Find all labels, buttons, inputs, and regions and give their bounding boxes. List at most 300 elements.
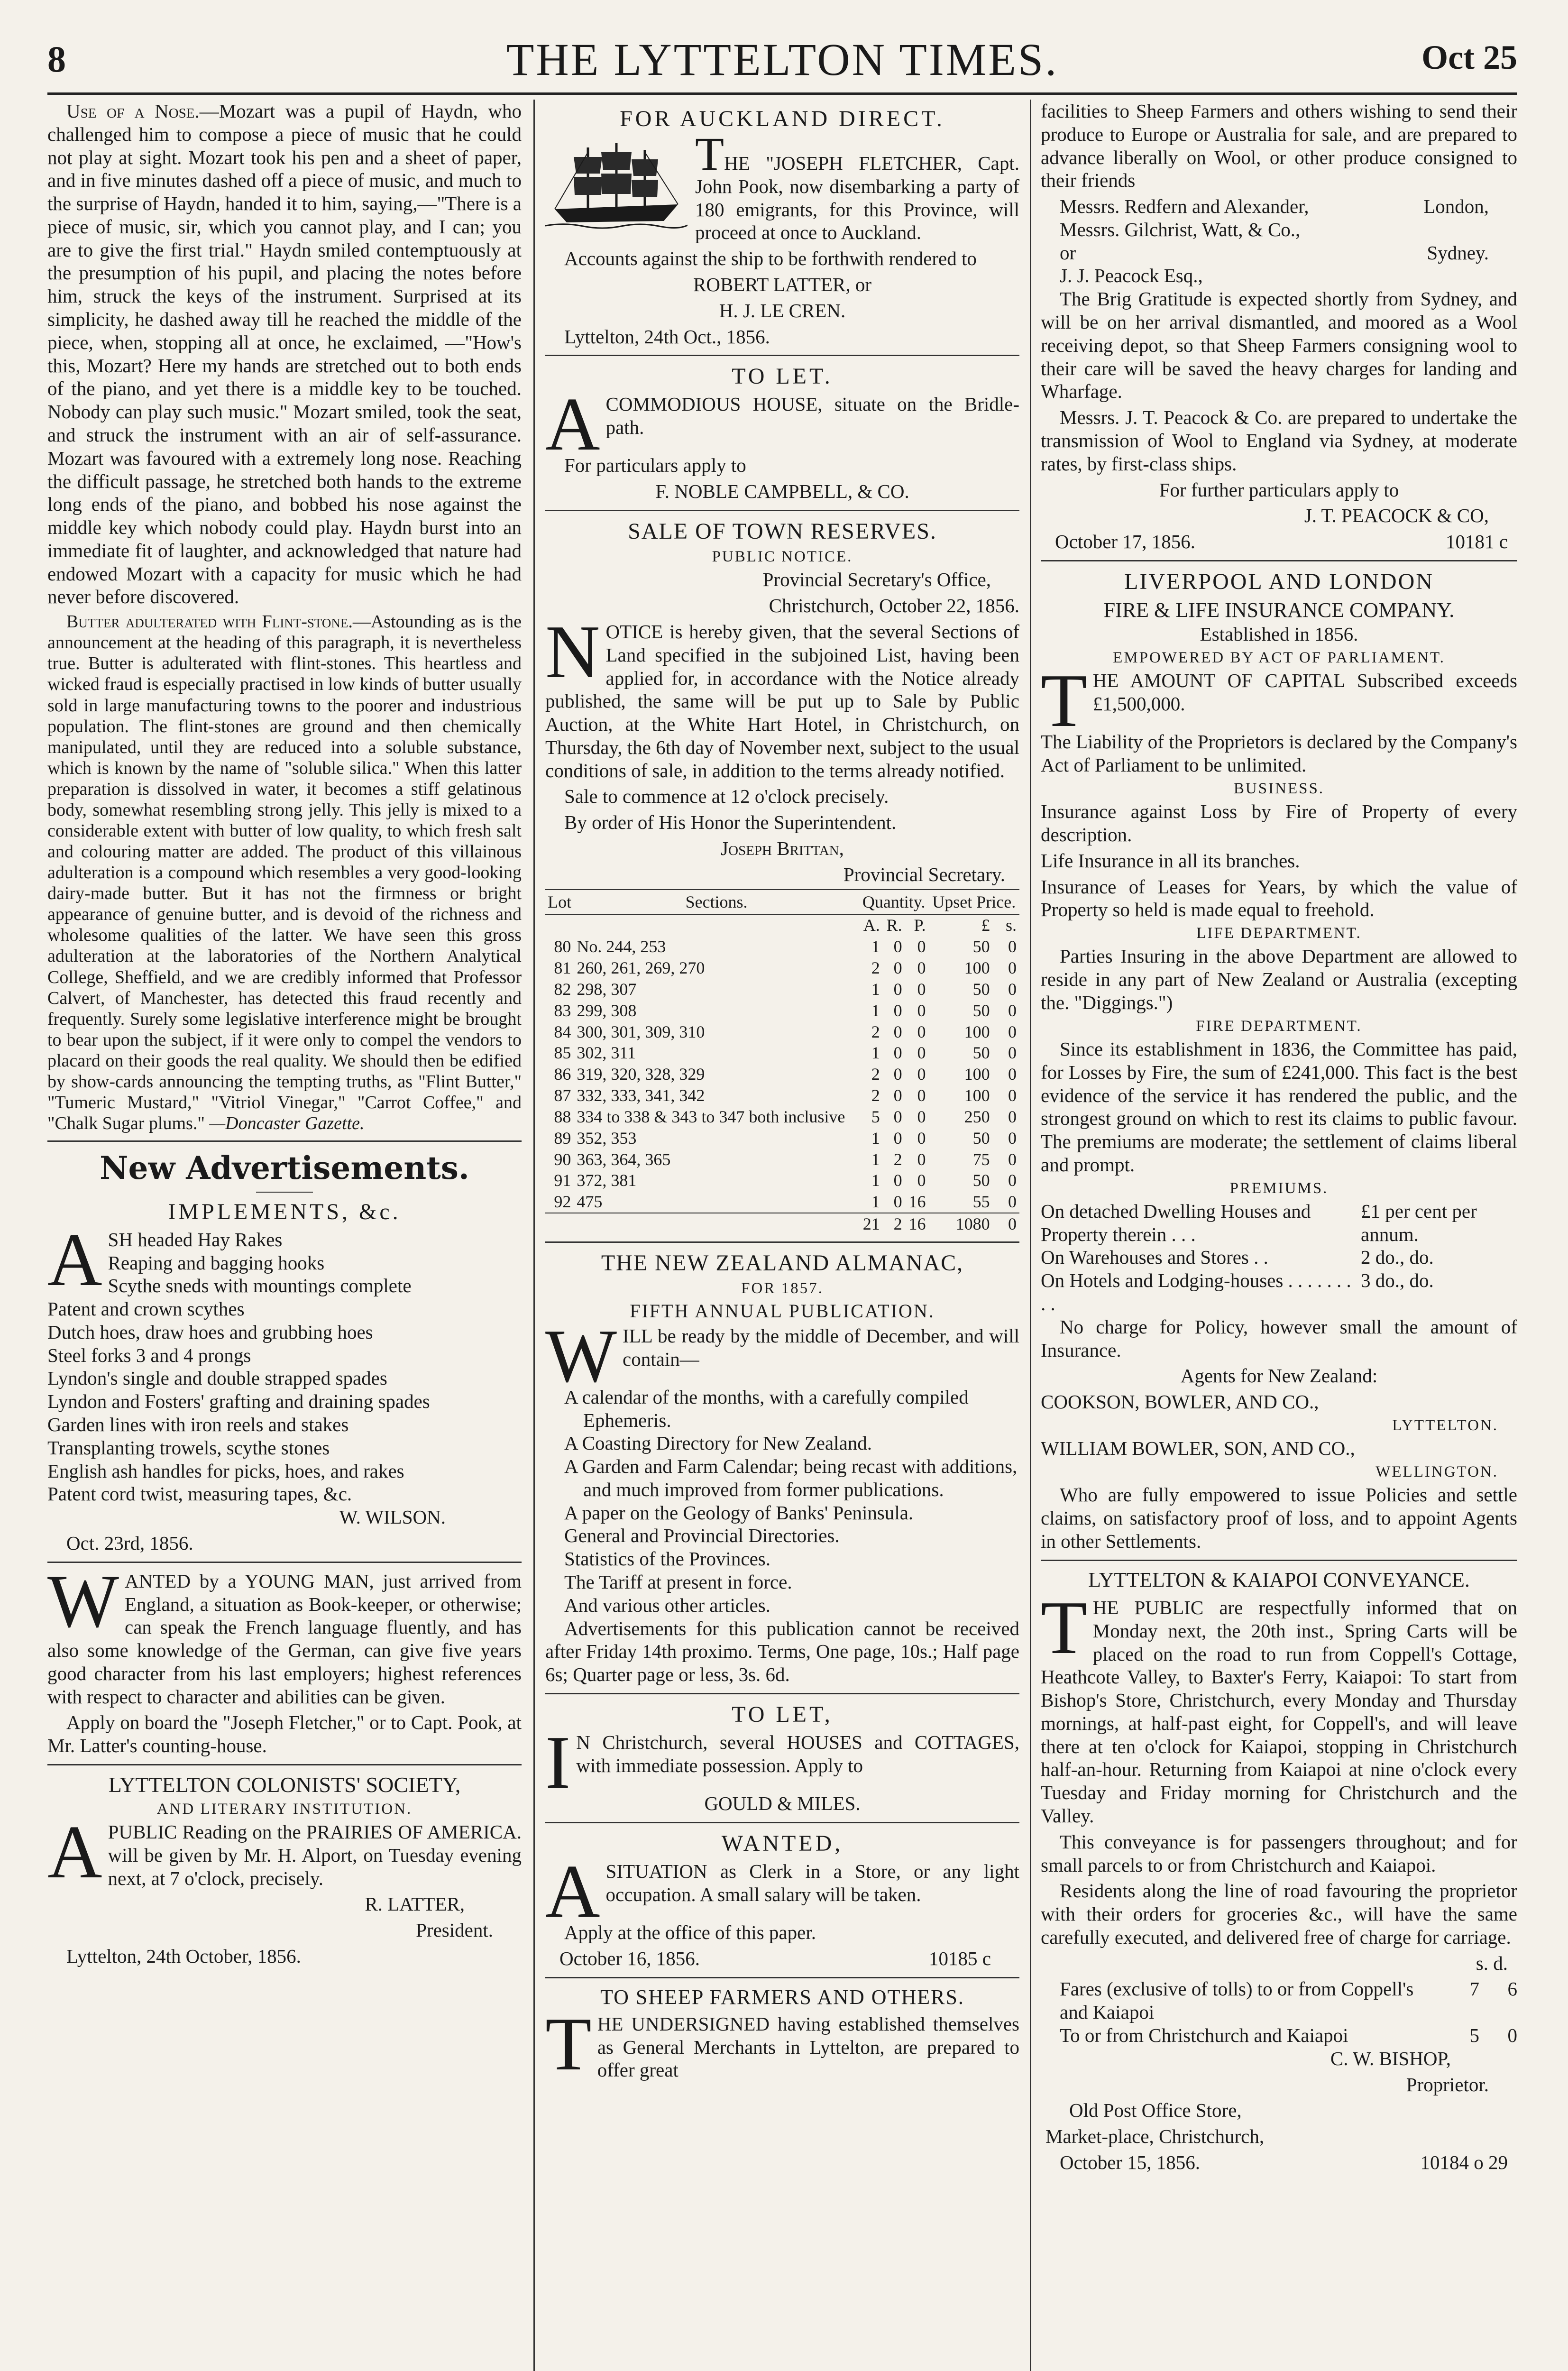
table-cell: 81 bbox=[554, 958, 571, 978]
table-cell: 2 bbox=[871, 958, 880, 978]
drop-cap: T bbox=[1041, 658, 1087, 743]
article-title: Use of a Nose. bbox=[66, 100, 200, 122]
table-cell: 0 bbox=[893, 1107, 902, 1126]
list-item: Garden lines with iron reels and stakes bbox=[47, 1414, 349, 1436]
fare-pence: 0 bbox=[1507, 2024, 1517, 2047]
ad-text: No charge for Policy, however small the amount of Insurance. bbox=[1041, 1315, 1517, 1361]
table-cell: 1 bbox=[871, 1128, 880, 1148]
list-item: Scythe sneds with mountings complete bbox=[108, 1275, 412, 1297]
fare-label: Fares (exclusive of tolls) to or from Coppell's and Kaiapoi bbox=[1060, 1978, 1414, 2023]
table-cell: No. 244, 253 bbox=[577, 937, 666, 956]
column-header: Quantity. bbox=[859, 890, 929, 915]
ad-body: ILL be ready by the middle of December, and will contain— bbox=[623, 1324, 1019, 1370]
table-cell: 332, 333, 341, 342 bbox=[577, 1086, 705, 1105]
list-item: SH headed Hay Rakes bbox=[108, 1228, 283, 1250]
ad-body: HE "JOSEPH FLETCHER, Capt. John Pook, now disembarking a party of 180 emigrants, for this Province, will proceed at once to Auckland. bbox=[695, 152, 1019, 244]
ad-text: Insurance against Loss by Fire of Property of every description. bbox=[1041, 800, 1517, 845]
section-heading: New Advertisements. bbox=[100, 1149, 469, 1187]
table-row bbox=[545, 1149, 1019, 1170]
list-item bbox=[1041, 1246, 1517, 1269]
ad-signature: C. W. BISHOP, bbox=[1330, 2047, 1451, 2069]
table-cell: 334 to 338 & 343 to 347 both inclusive bbox=[577, 1107, 845, 1126]
wanted-young-man-ad bbox=[47, 1558, 522, 1757]
table-cell: 298, 307 bbox=[577, 979, 637, 999]
table-row bbox=[545, 1021, 1019, 1043]
drop-cap: I bbox=[545, 1720, 571, 1805]
ad-role: President. bbox=[416, 1919, 493, 1941]
insurance-ad bbox=[1041, 568, 1517, 1553]
ad-date: Oct. 23rd, 1856. bbox=[66, 1532, 193, 1554]
list-item: Lyndon and Fosters' grafting and draining spades bbox=[47, 1390, 430, 1413]
column-rule bbox=[1030, 100, 1031, 2371]
table-cell: 0 bbox=[917, 1128, 926, 1148]
ad-date: Lyttelton, 24th Oct., 1856. bbox=[564, 325, 770, 348]
table-cell: 299, 308 bbox=[577, 1001, 637, 1020]
column-rule bbox=[533, 100, 535, 2371]
ad-heading: THE NEW ZEALAND ALMANAC, bbox=[601, 1250, 964, 1276]
lots-table-body bbox=[545, 936, 1019, 1213]
list-item: Reaping and bagging hooks bbox=[108, 1251, 325, 1274]
table-cell: 86 bbox=[554, 1065, 571, 1084]
divider bbox=[545, 1977, 1019, 1978]
list-item bbox=[1041, 1977, 1517, 2024]
table-cell: 0 bbox=[1008, 1065, 1017, 1084]
total-cell: 1080 bbox=[955, 1214, 990, 1233]
premium-type: On detached Dwelling Houses and Property therein . . . bbox=[1041, 1200, 1311, 1245]
table-cell: 0 bbox=[1008, 958, 1017, 978]
ad-heading: LYTTELTON & KAIAPOI CONVEYANCE. bbox=[1088, 1568, 1470, 1591]
table-cell: 80 bbox=[554, 937, 571, 956]
table-cell: 0 bbox=[893, 1086, 902, 1105]
table-row bbox=[545, 936, 1019, 957]
divider bbox=[545, 510, 1019, 511]
drop-cap: T bbox=[695, 128, 724, 181]
divider bbox=[1041, 1560, 1517, 1561]
table-cell: 0 bbox=[917, 1171, 926, 1190]
table-cell: 0 bbox=[893, 937, 902, 956]
ad-heading: LYTTELTON COLONISTS' SOCIETY, bbox=[108, 1772, 461, 1797]
ad-date: October 15, 1856. bbox=[1060, 2151, 1201, 2173]
ad-body: ANTED by a YOUNG MAN, just arrived from England, a situation as Book-keeper, or otherwise; can speak the French language fluently, and has also some knowledge of the German, can give five years good character from his last employers; highest references with respect to character and abilities can be given. bbox=[47, 1570, 522, 1708]
ad-subheading: FIRE DEPARTMENT. bbox=[1196, 1017, 1362, 1035]
list-item bbox=[1060, 218, 1517, 241]
drop-cap: A bbox=[545, 382, 600, 467]
table-cell: 0 bbox=[917, 1022, 926, 1041]
table-cell: 1 bbox=[871, 1001, 880, 1020]
ad-office: Provincial Secretary's Office, bbox=[762, 569, 991, 591]
table-cell: 83 bbox=[554, 1001, 571, 1020]
auckland-ad bbox=[545, 105, 1019, 348]
article-source: —Doncaster Gazette. bbox=[209, 1113, 365, 1134]
table-cell: 2 bbox=[871, 1022, 880, 1041]
ad-date: Lyttelton, 24th October, 1856. bbox=[66, 1945, 301, 1967]
mozart-article bbox=[47, 100, 522, 608]
table-cell: 100 bbox=[964, 1065, 990, 1084]
ad-text: Residents along the line of road favouring the proprietor with their orders for groceries &c., will have the same carefully executed, and delivered free of charge for carriage. bbox=[1041, 1880, 1517, 1948]
table-cell: 50 bbox=[972, 1043, 990, 1063]
drop-cap: T bbox=[1041, 1585, 1087, 1670]
ad-body: HE AMOUNT OF CAPITAL Subscribed exceeds £1,500,000. bbox=[1092, 670, 1517, 715]
table-cell: 1 bbox=[871, 1192, 880, 1212]
list-item bbox=[1041, 2024, 1517, 2047]
premium-rate: 3 do., do. bbox=[1361, 1269, 1434, 1292]
list-item: A Coasting Directory for New Zealand. bbox=[564, 1432, 872, 1454]
drop-cap: A bbox=[545, 1848, 600, 1933]
town-reserves-ad bbox=[545, 518, 1019, 1235]
ad-body: HE PUBLIC are respectfully informed that on Monday next, the 20th inst., Spring Carts will be placed on the road to run from Coppell's Cottage, Heathcote Valley, to Baxter's Ferry, Kaiapoi: To start from Bishop's Store, Christchurch, every Monday and Thursday mornings, at half-past eight, for Coppell's, and will leave there at ten o'clock for Kaiapoi, stopping in Christchurch half-an-hour. Returning from Kaiapoi at nine o'clock every Tuesday and Friday morning for Christchurch and the Valley. bbox=[1041, 1596, 1517, 1827]
unit-label: P. bbox=[914, 916, 926, 935]
divider bbox=[256, 1192, 313, 1193]
table-cell: 75 bbox=[972, 1149, 990, 1169]
ad-heading: FOR AUCKLAND DIRECT. bbox=[620, 106, 945, 131]
list-item: A paper on the Geology of Banks' Peninsula. bbox=[564, 1501, 914, 1524]
table-cell: 0 bbox=[1008, 1086, 1017, 1105]
table-cell: 0 bbox=[917, 937, 926, 956]
ad-text: Messrs. J. T. Peacock & Co. are prepared to undertake the transmission of Wool to England via Sydney, at moderate rates, by first-class ships. bbox=[1041, 406, 1517, 475]
fares-list bbox=[1041, 1977, 1517, 2047]
table-cell: 5 bbox=[871, 1107, 880, 1126]
article-title: Butter adulterated with Flint-stone. bbox=[66, 612, 353, 632]
ad-agent: ROBERT LATTER, or bbox=[693, 274, 872, 296]
column-header: Sections. bbox=[574, 890, 859, 915]
list-item bbox=[1060, 195, 1517, 218]
ad-location: Market-place, Christchurch, bbox=[1045, 2125, 1265, 2148]
table-cell: 319, 320, 328, 329 bbox=[577, 1065, 705, 1084]
drop-cap: W bbox=[545, 1313, 617, 1398]
table-cell: 0 bbox=[1008, 1022, 1017, 1041]
list-item bbox=[1041, 1200, 1517, 1246]
list-item: A calendar of the months, with a carefully compiled Ephemeris. bbox=[564, 1386, 969, 1431]
table-cell: 100 bbox=[964, 1086, 990, 1105]
lots-table bbox=[545, 889, 1019, 1235]
ad-text: Life Insurance in all its branches. bbox=[1041, 849, 1300, 872]
table-cell: 2 bbox=[871, 1065, 880, 1084]
ad-heading: SALE OF TOWN RESERVES. bbox=[628, 519, 937, 544]
column-header: Upset Price. bbox=[929, 890, 1019, 915]
ad-agent-location: WELLINGTON. bbox=[1375, 1463, 1498, 1480]
reference-location: Sydney. bbox=[1427, 241, 1489, 264]
table-row bbox=[545, 979, 1019, 1000]
ad-subheading: PREMIUMS. bbox=[1229, 1179, 1329, 1197]
ad-agent: COOKSON, BOWLER, AND CO., bbox=[1041, 1391, 1319, 1413]
table-cell: 92 bbox=[554, 1192, 571, 1212]
ad-body: N Christchurch, several HOUSES and COTTAGES, with immediate possession. Apply to bbox=[576, 1731, 1019, 1776]
fare-shillings: 5 bbox=[1469, 2024, 1479, 2047]
ad-heading: TO SHEEP FARMERS AND OTHERS. bbox=[600, 1985, 964, 2009]
ad-text: Insurance of Leases for Years, by which the value of Property so held is made equal to freehold. bbox=[1041, 875, 1517, 921]
drop-cap: A bbox=[47, 1217, 102, 1302]
table-cell: 0 bbox=[1008, 1001, 1017, 1020]
ad-text: Established in 1856. bbox=[1200, 623, 1358, 645]
ad-heading: LIVERPOOL AND LONDON bbox=[1124, 569, 1434, 594]
table-cell: 363, 364, 365 bbox=[577, 1149, 671, 1169]
list-item: Statistics of the Provinces. bbox=[564, 1548, 771, 1570]
unit-label: R. bbox=[886, 916, 902, 935]
table-cell: 0 bbox=[1008, 979, 1017, 999]
list-item: And various other articles. bbox=[564, 1594, 770, 1616]
table-cell: 1 bbox=[871, 1171, 880, 1190]
table-cell: 1 bbox=[871, 1149, 880, 1169]
ad-text: By order of His Honor the Superintendent. bbox=[564, 811, 897, 834]
table-row bbox=[545, 1042, 1019, 1064]
ad-subheading: AND LITERARY INSTITUTION. bbox=[156, 1800, 413, 1818]
list-item: Lyndon's single and double strapped spades bbox=[47, 1367, 387, 1389]
ad-date: Christchurch, October 22, 1856. bbox=[769, 595, 1019, 617]
ad-heading: FIRE & LIFE INSURANCE COMPANY. bbox=[1103, 598, 1455, 622]
reference-name: or bbox=[1060, 241, 1076, 264]
table-row bbox=[545, 957, 1019, 979]
table-cell: 0 bbox=[893, 1128, 902, 1148]
ad-ref: 10181 c bbox=[1446, 531, 1508, 553]
sheep-farmers-continued bbox=[1041, 100, 1517, 553]
table-cell: 1 bbox=[871, 1043, 880, 1063]
list-item: General and Provincial Directories. bbox=[564, 1525, 840, 1547]
table-cell: 302, 311 bbox=[577, 1043, 636, 1063]
almanac-ad bbox=[545, 1250, 1019, 1686]
ad-text: Who are fully empowered to issue Policies and settle claims, on satisfactory proof of loss, and to appoint Agents in other Settlements. bbox=[1041, 1484, 1517, 1552]
issue-date: Oct 25 bbox=[1421, 38, 1517, 76]
table-cell: 1 bbox=[871, 979, 880, 999]
ad-body: OTICE is hereby given, that the several Sections of Land specified in the subjoined List, having been applied for, in accordance with the Notice already published, the same will be put up to Sale by Public Auction, at the White Hart Hotel, in Christchurch, on Thursday, the 6th day of November next, subject to the usual conditions of sale, in addition to the terms already notified. bbox=[545, 620, 1019, 781]
ad-apply: For particulars apply to bbox=[564, 454, 746, 477]
table-cell: 87 bbox=[554, 1086, 571, 1105]
table-cell: 250 bbox=[964, 1107, 990, 1126]
table-cell: 89 bbox=[554, 1128, 571, 1148]
premium-rate: 2 do., do. bbox=[1361, 1246, 1434, 1268]
table-row bbox=[545, 1064, 1019, 1085]
ad-text: Sale to commence at 12 o'clock precisely. bbox=[564, 785, 889, 808]
unit-label: £ bbox=[981, 916, 990, 935]
ad-body: facilities to Sheep Farmers and others wishing to send their produce to Europe or Australia for sale, and are prepared to advance liberally on Wool, or other produce consigned to their friends bbox=[1041, 100, 1517, 192]
column-header: Lot bbox=[545, 890, 574, 915]
ad-text: Agents for New Zealand: bbox=[1180, 1365, 1378, 1387]
table-cell: 0 bbox=[1008, 1043, 1017, 1063]
ad-ref: 10184 o 29 bbox=[1420, 2151, 1508, 2173]
table-cell: 0 bbox=[917, 1001, 926, 1020]
reference-name: Messrs. Redfern and Alexander, bbox=[1060, 195, 1309, 218]
list-item: Transplanting trowels, scythe stones bbox=[47, 1436, 330, 1459]
table-row bbox=[545, 1106, 1019, 1128]
ad-agent-location: LYTTELTON. bbox=[1392, 1416, 1498, 1434]
table-cell: 475 bbox=[577, 1192, 603, 1212]
divider bbox=[545, 1822, 1019, 1823]
ad-agent: F. NOBLE CAMPBELL, & CO. bbox=[655, 480, 909, 503]
masthead bbox=[47, 33, 1517, 90]
ad-subheading: EMPOWERED BY ACT OF PARLIAMENT. bbox=[1113, 649, 1445, 667]
list-item: A Garden and Farm Calendar; being recast with additions, and much improved from former publications. bbox=[564, 1455, 1018, 1500]
ad-subheading: FIFTH ANNUAL PUBLICATION. bbox=[630, 1300, 935, 1322]
table-cell: 0 bbox=[917, 1107, 926, 1126]
ad-apply: Apply at the office of this paper. bbox=[564, 1921, 816, 1943]
table-cell: 0 bbox=[917, 979, 926, 999]
ad-body: SITUATION as Clerk in a Store, or any light occupation. A small salary will be taken. bbox=[605, 1860, 1019, 1905]
table-cell: 16 bbox=[908, 1192, 926, 1212]
premiums-list bbox=[1041, 1200, 1517, 1315]
fare-shillings: 7 bbox=[1469, 1978, 1479, 2000]
list-item: Patent and crown scythes bbox=[47, 1298, 245, 1320]
reference-name: J. J. Peacock Esq., bbox=[1060, 265, 1203, 287]
total-cell: 16 bbox=[908, 1214, 926, 1233]
references-list bbox=[1041, 195, 1517, 287]
reference-location: London, bbox=[1423, 195, 1489, 218]
table-cell: 0 bbox=[1008, 1171, 1017, 1190]
list-item bbox=[1060, 264, 1517, 287]
list-item: Dutch hoes, draw hoes and grubbing hoes bbox=[47, 1321, 373, 1343]
ad-signature: W. WILSON. bbox=[339, 1506, 446, 1528]
table-cell: 50 bbox=[972, 979, 990, 999]
table-cell: 0 bbox=[917, 1065, 926, 1084]
column-3 bbox=[1041, 100, 1517, 2371]
table-row bbox=[545, 1000, 1019, 1021]
ad-heading: IMPLEMENTS, &c. bbox=[168, 1199, 401, 1224]
list-item bbox=[1041, 1269, 1517, 1315]
table-cell: 0 bbox=[893, 979, 902, 999]
table-row bbox=[545, 1085, 1019, 1106]
table-cell: 0 bbox=[1008, 1128, 1017, 1148]
ad-agent: GOULD & MILES. bbox=[704, 1792, 861, 1815]
table-cell: 1 bbox=[871, 937, 880, 956]
ad-role: Proprietor. bbox=[1406, 2073, 1489, 2095]
ad-heading: TO LET. bbox=[732, 364, 833, 389]
butter-article bbox=[47, 611, 522, 1134]
table-cell: 0 bbox=[893, 958, 902, 978]
total-cell: 2 bbox=[893, 1214, 902, 1233]
unit-label: s. bbox=[1005, 916, 1017, 935]
almanac-list bbox=[545, 1386, 1019, 1617]
ad-office: Old Post Office Store, bbox=[1069, 2099, 1242, 2122]
to-let-houses-ad bbox=[545, 1701, 1019, 1815]
ship-icon bbox=[545, 138, 688, 233]
ad-text: Parties Insuring in the above Department are allowed to reside in any part of New Zealand or Australia (excepting the. "Diggings.") bbox=[1041, 945, 1517, 1013]
table-cell: 0 bbox=[1008, 1149, 1017, 1169]
table-cell: 82 bbox=[554, 979, 571, 999]
ad-subheading: PUBLIC NOTICE. bbox=[712, 548, 853, 566]
premium-type: On Hotels and Lodging-houses . . . . . . . . . bbox=[1041, 1269, 1351, 1315]
divider bbox=[545, 355, 1019, 356]
divider bbox=[545, 1693, 1019, 1694]
table-row bbox=[545, 1128, 1019, 1149]
table-cell: 2 bbox=[893, 1149, 902, 1169]
article-body: —Mozart was a pupil of Haydn, who challenged him to compose a piece of music that he could not play at sight. Mozart took his pen and a sheet of paper, and in five minutes dashed off a piece of music, and much to the surprise of Haydn, handed it to him, saying,—"There is a piece of music, sir, which you cannot play, and I can; you are to give the first trial." Haydn smiled contemptuously at the presumption of his pupil, and placing the notes before him, struck the keys of the instrument. Surprised at its simplicity, he dashed away till he reached the middle of the piece, when, stopping all at once, he exclaimed, —"How's this, Mozart? Here my hands are stretched out to both ends of the piano, and yet there is a middle key to be touched. Nobody can play such music." Mozart smiled, took the seat, and struck the instrument with an air of self-assurance. Mozart was favoured with a extremely long nose. Reaching the difficult passage, he stretched both hands to the extreme long ends of the piano, and bobbed his nose against the middle key which nobody could play. Haydn burst into an immediate fit of laughter, and acknowledged that nature had endowed Mozart with a capacity for music which he had never before discovered. bbox=[47, 100, 522, 608]
list-item: Patent cord twist, measuring tapes, &c. bbox=[47, 1483, 352, 1505]
ad-terms: Advertisements for this publication cannot be received after Friday 14th proximo. Terms, One page, 10s.; Half page 6s; Quarter page or less, 3s. 6d. bbox=[545, 1617, 1019, 1686]
table-cell: 55 bbox=[972, 1192, 990, 1212]
table-cell: 0 bbox=[917, 958, 926, 978]
table-cell: 260, 261, 269, 270 bbox=[577, 958, 705, 978]
column-1 bbox=[47, 100, 522, 2371]
list-item: Steel forks 3 and 4 prongs bbox=[47, 1344, 251, 1366]
table-cell: 88 bbox=[554, 1107, 571, 1126]
to-let-ad bbox=[545, 363, 1019, 503]
table-cell: 50 bbox=[972, 1001, 990, 1020]
ad-role: Provincial Secretary. bbox=[843, 863, 1005, 885]
table-row bbox=[545, 1191, 1019, 1213]
ad-apply: Apply on board the "Joseph Fletcher," or to Capt. Pook, at Mr. Latter's counting-house. bbox=[47, 1711, 522, 1757]
table-cell: 0 bbox=[893, 1171, 902, 1190]
table-cell: 300, 301, 309, 310 bbox=[577, 1022, 705, 1041]
total-cell: 21 bbox=[862, 1214, 880, 1233]
drop-cap: T bbox=[545, 2001, 592, 2086]
drop-cap: A bbox=[47, 1809, 102, 1894]
table-cell: 0 bbox=[1008, 937, 1017, 956]
table-cell: 0 bbox=[893, 1043, 902, 1063]
ad-body: PUBLIC Reading on the PRAIRIES OF AMERICA. will be given by Mr. H. Alport, on Tuesday evening next, at 7 o'clock, precisely. bbox=[108, 1820, 522, 1889]
table-cell: 50 bbox=[972, 1171, 990, 1190]
total-cell: 0 bbox=[1008, 1214, 1017, 1233]
implements-list bbox=[47, 1217, 522, 1506]
ad-heading: TO LET, bbox=[732, 1701, 833, 1727]
ad-ref: 10185 c bbox=[929, 1947, 991, 1969]
fare-label: To or from Christchurch and Kaiapoi bbox=[1060, 2024, 1348, 2047]
table-cell: 0 bbox=[893, 1001, 902, 1020]
article-body: —Astounding as is the announcement at the heading of this paragraph, it is nevertheless true. Butter is adulterated with flint-stones. This heartless and wicked fraud is especially practised in low kinds of butter usually sold in large manufacturing towns to the poorer and industrious population. The flint-stones are ground and then chemically manipulated, until they are reduced into a soluble substance, which is known by the name of "soluble silica." When this latter preparation is dissolved in water, it becomes a stiff gelatinous body, somewhat resembling strong jelly. This jelly is mixed to a considerable extent with butter of low quality, to which fresh salt and colouring matter are added. The product of this villainous adulteration is a compound which resembles a very good-looking dairy-made butter. But it has not the firmness or bright appearance of genuine butter, and is devoid of the richness and wholesome qualities of the latter. We have seen this gross adulteration at the laboratories of the Northern Analytical College, Sheffield, and we are credibly informed that Professor Calvert, of Manchester, has detected this fraud recently and frequently. Surely some legislative interference might be brought to bear upon the subject, if it were only to compel the vendors to placard on their goods the real quality. We should then be edified by show-cards announcing the tempting truths, as "Flint Butter," "Tumeric Mustard," "Vitriol Vinegar," "Carrot Coffee," and "Chalk Sugar plums." bbox=[47, 612, 522, 1134]
ad-subheading: BUSINESS. bbox=[1233, 780, 1325, 797]
table-cell: 0 bbox=[893, 1192, 902, 1212]
divider bbox=[47, 1140, 522, 1142]
ad-body: HE UNDERSIGNED having established themselves as General Merchants in Lyttelton, are prepared to offer great bbox=[597, 2013, 1019, 2081]
sheep-farmers-ad bbox=[545, 1985, 1019, 2086]
ad-body: COMMODIOUS HOUSE, situate on the Bridle-path. bbox=[605, 393, 1019, 439]
ad-signature: Joseph Brittan, bbox=[721, 837, 844, 859]
ad-agent: WILLIAM BOWLER, SON, AND CO., bbox=[1041, 1437, 1355, 1460]
ad-date: October 16, 1856. bbox=[559, 1947, 700, 1969]
ad-text: This conveyance is for passengers throughout; and for small parcels to or from Christchurch and Kaiapoi. bbox=[1041, 1830, 1517, 1876]
table-cell: 0 bbox=[893, 1022, 902, 1041]
ad-text: The Brig Gratitude is expected shortly from Sydney, and will be on her arrival dismantled, and moored as a Wool receiving depot, so that Sheep Farmers consigning wool to their care will be saved the heavy charges for landing and Wharfage. bbox=[1041, 288, 1517, 403]
table-cell: 50 bbox=[972, 1128, 990, 1148]
divider bbox=[47, 1764, 522, 1765]
table-cell: 352, 353 bbox=[577, 1128, 637, 1148]
table-cell: 84 bbox=[554, 1022, 571, 1041]
newspaper-title: THE LYTTELTON TIMES. bbox=[506, 34, 1059, 85]
ad-text: For further particulars apply to bbox=[1159, 478, 1399, 501]
table-cell: 0 bbox=[893, 1065, 902, 1084]
table-cell: 0 bbox=[917, 1086, 926, 1105]
divider bbox=[545, 1241, 1019, 1243]
ad-text: The Liability of the Proprietors is declared by the Company's Act of Parliament to be unlimited. bbox=[1041, 731, 1517, 776]
column-2 bbox=[545, 100, 1019, 2371]
table-cell: 100 bbox=[964, 958, 990, 978]
list-item bbox=[1060, 241, 1517, 265]
fares-unit: s. d. bbox=[1476, 1952, 1508, 1974]
table-cell: 50 bbox=[972, 937, 990, 956]
conveyance-ad bbox=[1041, 1568, 1517, 2174]
ad-date: October 17, 1856. bbox=[1055, 531, 1196, 553]
list-item: The Tariff at present in force. bbox=[564, 1571, 792, 1593]
unit-label: A. bbox=[863, 916, 880, 935]
divider bbox=[1041, 560, 1517, 561]
implements-ad bbox=[47, 1198, 522, 1555]
table-cell: 2 bbox=[871, 1086, 880, 1105]
premium-type: On Warehouses and Stores . . bbox=[1041, 1246, 1268, 1268]
ad-signature: R. LATTER, bbox=[365, 1893, 465, 1915]
masthead-rule bbox=[47, 92, 1517, 95]
table-cell: 0 bbox=[917, 1043, 926, 1063]
table-cell: 91 bbox=[554, 1171, 571, 1190]
page-number: 8 bbox=[47, 38, 66, 80]
ad-heading: WANTED, bbox=[721, 1830, 844, 1856]
ad-agent: H. J. LE CREN. bbox=[719, 299, 846, 322]
reference-name: Messrs. Gilchrist, Watt, & Co., bbox=[1060, 218, 1301, 240]
premium-rate: £1 per cent per annum. bbox=[1361, 1200, 1477, 1245]
table-cell: 0 bbox=[917, 1149, 926, 1169]
list-item: English ash handles for picks, hoes, and rakes bbox=[47, 1460, 404, 1482]
ad-accounts: Accounts against the ship to be forthwith rendered to bbox=[564, 248, 977, 270]
ad-subheading: LIFE DEPARTMENT. bbox=[1196, 925, 1362, 942]
table-cell: 90 bbox=[554, 1149, 571, 1169]
colonists-society-ad bbox=[47, 1772, 522, 1968]
table-cell: 85 bbox=[554, 1043, 571, 1063]
